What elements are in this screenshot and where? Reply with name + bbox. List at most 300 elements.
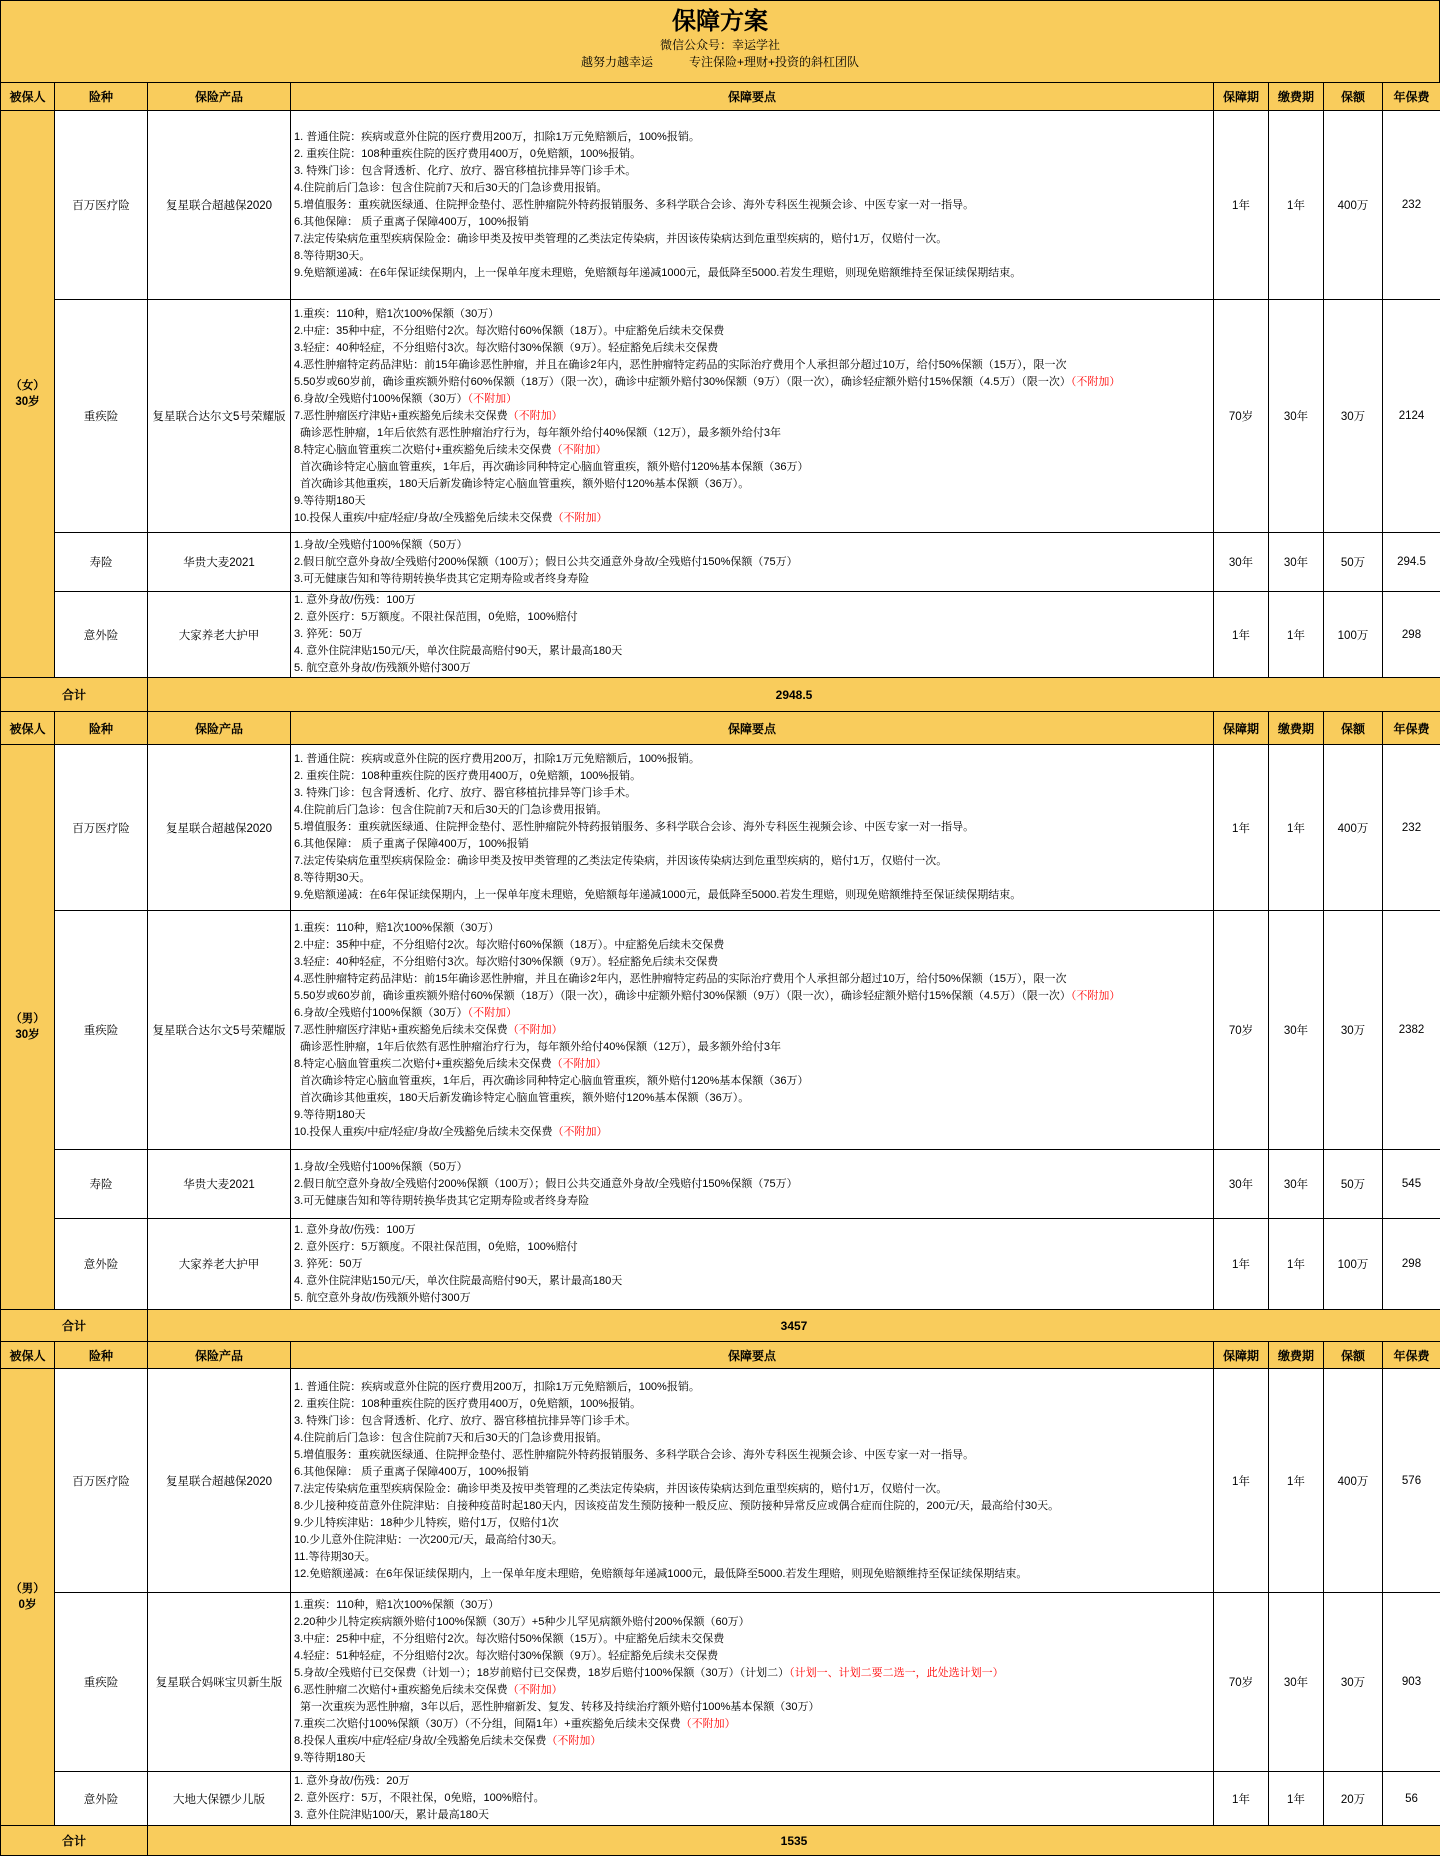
coverage-point-text: 5.增值服务：重疾就医绿通、住院押金垫付、恶性肿瘤院外特药报销服务、多科学联合会诊、海外专科医生视频会诊、中医专家一对一指导。 <box>294 1448 975 1461</box>
exclusion-note: （不附加） <box>1070 989 1121 1002</box>
coverage-point-line <box>294 1379 1210 1396</box>
annual-premium-cell: 545 <box>1383 1150 1440 1219</box>
coverage-point-text: 6.其他保障： 质子重离子保障400万，100%报销 <box>294 1465 529 1478</box>
coverage-point-line <box>294 323 1210 340</box>
section-header-row <box>1 712 1440 745</box>
coverage-point-text: 6.身故/全残赔付100%保额（30万） <box>294 1006 468 1019</box>
tagline <box>1 54 1439 71</box>
coverage-point-line <box>294 853 1210 870</box>
coverage-point-line <box>294 1073 1210 1090</box>
payment-term-cell: 30年 <box>1269 911 1324 1150</box>
coverage-point-line <box>294 1239 1210 1256</box>
coverage-point-text: 10.投保人重疾/中症/轻症/身故/全残豁免后续未交保费 <box>294 1125 553 1138</box>
product-name-cell: 大家养老大护甲 <box>148 592 291 678</box>
exclusion-note: （不附加） <box>552 1125 608 1138</box>
coverage-points-cell <box>291 111 1214 300</box>
coverage-point-text: 9.等待期180天 <box>294 1752 366 1764</box>
product-name-cell: 复星联合超越保2020 <box>148 111 291 300</box>
coverage-point-line <box>294 626 1210 643</box>
annual-premium-cell: 298 <box>1383 592 1440 678</box>
coverage-point-text: 9.等待期180天 <box>294 494 366 507</box>
exclusion-note: （不附加） <box>551 443 607 456</box>
coverage-point-line <box>294 1447 1210 1464</box>
payment-term-cell: 1年 <box>1269 1219 1324 1310</box>
total-row <box>1 678 1440 712</box>
annual-premium-cell: 576 <box>1383 1369 1440 1593</box>
coverage-point-line <box>294 306 1210 323</box>
annual-premium-cell: 2382 <box>1383 911 1440 1150</box>
coverage-point-text: 3. 特殊门诊：包含肾透析、化疗、放疗、器官移植抗排异等门诊手术。 <box>294 787 637 799</box>
coverage-point-text: 2. 意外医疗：5万，不限社保，0免赔，100%赔付。 <box>294 1792 545 1804</box>
coverage-points-cell <box>291 1219 1214 1310</box>
column-header-premium: 年保费 <box>1383 83 1440 111</box>
coverage-point-line <box>294 1750 1210 1767</box>
coverage-point-text: 第一次重疾为恶性肿瘤，3年以后，恶性肿瘤新发、复发、转移及持续治疗额外赔付100%基本保额（30万） <box>300 1701 820 1713</box>
annual-premium-cell: 2124 <box>1383 300 1440 533</box>
exclusion-note: （不附加） <box>546 1735 602 1747</box>
payment-term-cell: 1年 <box>1269 111 1324 300</box>
coverage-point-text: 首次确诊其他重疾，180天后新发确诊特定心脑血管重疾，额外赔付120%基本保额（36万）。 <box>300 1091 750 1104</box>
coverage-points-cell <box>291 300 1214 533</box>
plan-row <box>1 1219 1440 1310</box>
coverage-point-text: 8.等待期30天。 <box>294 249 371 262</box>
coverage-term-cell: 70岁 <box>1214 300 1269 533</box>
coverage-point-line <box>294 374 1210 391</box>
product-name-cell: 复星联合超越保2020 <box>148 745 291 911</box>
exclusion-note: （计划一、计划二要二选一，此处选计划一） <box>789 1667 1004 1679</box>
coverage-point-text: 4.住院前后门急诊：包含住院前7天和后30天的门急诊费用报销。 <box>294 1431 608 1444</box>
exclusion-note: （不附加） <box>507 1023 563 1036</box>
exclusion-note: （不附加） <box>552 511 608 524</box>
coverage-point-line <box>294 1005 1210 1022</box>
coverage-point-text: 首次确诊特定心脑血管重疾，1年后，再次确诊同种特定心脑血管重疾，额外赔付120%基本保额（36万） <box>300 1074 809 1087</box>
coverage-point-text: 4.住院前后门急诊：包含住院前7天和后30天的门急诊费用报销。 <box>294 181 608 194</box>
coverage-point-text: 9.少儿特疾津贴：18种少儿特疾，赔付1万，仅赔付1次 <box>294 1516 559 1529</box>
sum-insured-cell: 30万 <box>1324 911 1383 1150</box>
sum-insured-cell: 400万 <box>1324 745 1383 911</box>
exclusion-note: （不附加） <box>507 409 563 422</box>
coverage-point-text: 首次确诊特定心脑血管重疾，1年后，再次确诊同种特定心脑血管重疾，额外赔付120%基本保额（36万） <box>300 460 809 473</box>
coverage-point-text: 7.法定传染病危重型疾病保险金：确诊甲类及按甲类管理的乙类法定传染病，并因该传染病达到危重型疾病的，赔付1万，仅赔付一次。 <box>294 232 948 245</box>
coverage-point-line <box>294 408 1210 425</box>
coverage-point-line <box>294 1430 1210 1447</box>
coverage-point-text: 1. 普通住院：疾病或意外住院的医疗费用200万，扣除1万元免赔额后，100%报销。 <box>294 753 700 765</box>
coverage-point-line <box>294 971 1210 988</box>
coverage-point-line <box>294 1566 1210 1583</box>
coverage-points-cell <box>291 745 1214 911</box>
coverage-point-line <box>294 1498 1210 1515</box>
coverage-point-text: 3. 意外住院津贴100/天，累计最高180天 <box>294 1809 489 1821</box>
coverage-point-line <box>294 1193 1210 1210</box>
coverage-point-text: 3. 特殊门诊：包含肾透析、化疗、放疗、器官移植抗排异等门诊手术。 <box>294 164 637 177</box>
coverage-point-line <box>294 768 1210 785</box>
column-header-insured: 被保人 <box>1 83 55 111</box>
coverage-points-cell <box>291 1772 1214 1826</box>
plan-row <box>1 300 1440 533</box>
coverage-point-text: 1.重疾：110种，赔1次100%保额（30万） <box>294 307 500 320</box>
coverage-point-line <box>294 163 1210 180</box>
plan-table <box>0 82 1440 1856</box>
coverage-term-cell: 70岁 <box>1214 911 1269 1150</box>
coverage-point-line <box>294 1413 1210 1430</box>
sum-insured-cell: 100万 <box>1324 592 1383 678</box>
insurance-type-cell: 意外险 <box>55 592 148 678</box>
coverage-point-text: 3.轻症：40种轻症，不分组赔付3次。每次赔付30%保额（9万）。轻症豁免后续未交保费 <box>294 341 719 354</box>
coverage-point-text: 8.少儿接种疫苗意外住院津贴：自接种疫苗时起180天内，因该疫苗发生预防接种一般反应、预防接种异常反应或偶合症而住院的，200元/天，最高给付30天。 <box>294 1499 1060 1512</box>
coverage-point-text: 2.20种少儿特定疾病额外赔付100%保额（30万）+5种少儿罕见病额外赔付200%保额（60万） <box>294 1616 750 1628</box>
coverage-point-line <box>294 887 1210 904</box>
coverage-point-line <box>294 571 1210 588</box>
coverage-point-line <box>294 836 1210 853</box>
coverage-point-line <box>294 442 1210 459</box>
plan-table-body <box>1 83 1440 1856</box>
coverage-point-text: 4. 意外住院津贴150元/天，单次住院最高赔付90天，累计最高180天 <box>294 645 623 657</box>
column-header-term: 保障期 <box>1214 83 1269 111</box>
coverage-point-text: 5.增值服务：重疾就医绿通、住院押金垫付、恶性肿瘤院外特药报销服务、多科学联合会诊、海外专科医生视频会诊、中医专家一对一指导。 <box>294 821 975 833</box>
coverage-point-text: 9.免赔额递减：在6年保证续保期内，上一保单年度未理赔，免赔额每年递减1000元，最低降至5000.若发生理赔，则现免赔额维持至保证续保期结束。 <box>294 889 1022 901</box>
exclusion-note: （不附加） <box>467 1006 518 1019</box>
annual-premium-cell: 232 <box>1383 745 1440 911</box>
coverage-term-cell: 1年 <box>1214 592 1269 678</box>
coverage-point-text: 7.恶性肿瘤医疗津贴+重疾豁免后续未交保费 <box>294 1023 508 1036</box>
coverage-point-text: 3.中症：25种中症，不分组赔付2次。每次赔付50%保额（15万）。中症豁免后续未交保费 <box>294 1633 725 1645</box>
insurance-type-cell: 百万医疗险 <box>55 745 148 911</box>
coverage-point-text: 1. 意外身故/伤残：20万 <box>294 1775 410 1787</box>
coverage-point-line <box>294 819 1210 836</box>
plan-row <box>1 1593 1440 1772</box>
insurance-type-cell: 重疾险 <box>55 300 148 533</box>
insured-cell <box>1 745 55 1310</box>
plan-row <box>1 111 1440 300</box>
coverage-point-line <box>294 180 1210 197</box>
coverage-point-text: 3. 猝死：50万 <box>294 1257 363 1270</box>
coverage-point-line <box>294 146 1210 163</box>
column-header-amount: 保额 <box>1324 83 1383 111</box>
coverage-point-line <box>294 785 1210 802</box>
coverage-point-line <box>294 937 1210 954</box>
coverage-point-text: 6.身故/全残赔付100%保额（30万） <box>294 392 468 405</box>
plan-row <box>1 1150 1440 1219</box>
column-header-type: 险种 <box>55 83 148 111</box>
coverage-point-text: 5.增值服务：重疾就医绿通、住院押金垫付、恶性肿瘤院外特药报销服务、多科学联合会诊、海外专科医生视频会诊、中医专家一对一指导。 <box>294 198 975 211</box>
coverage-point-text: 4. 意外住院津贴150元/天，单次住院最高赔付90天，累计最高180天 <box>294 1274 623 1287</box>
total-premium: 2948.5 <box>148 678 1440 712</box>
coverage-point-line <box>294 129 1210 146</box>
coverage-point-text: 5.50岁或60岁前，确诊重疾额外赔付60%保额（18万）（限一次），确诊中症额外赔付30%保额（9万）（限一次），确诊轻症额外赔付15%保额（4.5万）（限一次） <box>294 375 1071 388</box>
coverage-point-line <box>294 1682 1210 1699</box>
coverage-point-text: 7.重疾二次赔付100%保额（30万）（不分组，间隔1年）+重疾豁免后续未交保费 <box>294 1718 681 1730</box>
coverage-term-cell: 1年 <box>1214 1772 1269 1826</box>
sum-insured-cell: 30万 <box>1324 1593 1383 1772</box>
coverage-point-text: 11.等待期30天。 <box>294 1550 376 1563</box>
coverage-point-line <box>294 1176 1210 1193</box>
payment-term-cell: 1年 <box>1269 1772 1324 1826</box>
total-premium: 3457 <box>148 1310 1440 1342</box>
sum-insured-cell: 20万 <box>1324 1772 1383 1826</box>
coverage-point-line <box>294 1631 1210 1648</box>
slogan: 越努力越幸运 <box>580 55 653 69</box>
coverage-point-line <box>294 1733 1210 1750</box>
coverage-point-text: 8.特定心脑血管重疾二次赔付+重疾豁免后续未交保费 <box>294 1057 552 1070</box>
column-header-term: 保障期 <box>1214 712 1269 745</box>
product-name-cell: 复星联合达尔文5号荣耀版 <box>148 300 291 533</box>
coverage-point-text: 1.身故/全残赔付100%保额（50万） <box>294 538 468 551</box>
insured-gender: （男） <box>10 1013 45 1025</box>
total-row <box>1 1310 1440 1342</box>
coverage-point-text: 5.身故/全残赔付已交保费（计划一）；18岁前赔付已交保费，18岁后赔付100%保额（30万）（计划二） <box>294 1667 790 1679</box>
coverage-point-text: 5. 航空意外身故/伤残额外赔付300万 <box>294 1291 471 1304</box>
coverage-point-line <box>294 660 1210 677</box>
coverage-point-line <box>294 751 1210 768</box>
coverage-point-line <box>294 1222 1210 1239</box>
coverage-point-text: 2. 意外医疗：5万额度。不限社保范围，0免赔，100%赔付 <box>294 611 578 623</box>
coverage-point-text: 8.投保人重疾/中症/轻症/身故/全残豁免后续未交保费 <box>294 1735 547 1747</box>
plan-row <box>1 533 1440 592</box>
column-header-insured: 被保人 <box>1 712 55 745</box>
coverage-point-text: 1.重疾：110种，赔1次100%保额（30万） <box>294 1599 500 1611</box>
coverage-point-text: 4.恶性肿瘤特定药品津贴：前15年确诊恶性肿瘤，并且在确诊2年内，恶性肿瘤特定药品的实际治疗费用个人承担部分超过10万，给付50%保额（15万），限一次 <box>294 358 1067 371</box>
coverage-point-line <box>294 459 1210 476</box>
coverage-term-cell: 1年 <box>1214 1369 1269 1593</box>
coverage-term-cell: 1年 <box>1214 111 1269 300</box>
coverage-point-text: 1. 普通住院：疾病或意外住院的医疗费用200万，扣除1万元免赔额后，100%报销。 <box>294 130 700 143</box>
plan-row <box>1 592 1440 678</box>
coverage-point-text: 3.可无健康告知和等待期转换华贵其它定期寿险或者终身寿险 <box>294 572 590 585</box>
column-header-insured: 被保人 <box>1 1342 55 1369</box>
coverage-point-line <box>294 592 1210 609</box>
coverage-point-line <box>294 802 1210 819</box>
coverage-point-text: 2.假日航空意外身故/全残赔付200%保额（100万）；假日公共交通意外身故/全残赔付150%保额（75万） <box>294 1177 798 1190</box>
coverage-point-text: 首次确诊其他重疾，180天后新发确诊特定心脑血管重疾，额外赔付120%基本保额（36万）。 <box>300 477 750 490</box>
page-title: 保障方案 <box>672 8 768 35</box>
section-header-row <box>1 1342 1440 1369</box>
annual-premium-cell: 56 <box>1383 1772 1440 1826</box>
coverage-point-line <box>294 537 1210 554</box>
coverage-point-line <box>294 1716 1210 1733</box>
coverage-point-line <box>294 391 1210 408</box>
coverage-point-text: 6.其他保障： 质子重离子保障400万，100%报销 <box>294 838 529 850</box>
product-name-cell: 大地大保镖少儿版 <box>148 1772 291 1826</box>
coverage-point-text: 1. 普通住院：疾病或意外住院的医疗费用200万，扣除1万元免赔额后，100%报销。 <box>294 1380 700 1393</box>
coverage-point-line <box>294 1107 1210 1124</box>
annual-premium-cell: 294.5 <box>1383 533 1440 592</box>
coverage-point-text: 1.重疾：110种，赔1次100%保额（30万） <box>294 921 500 934</box>
insurance-type-cell: 意外险 <box>55 1772 148 1826</box>
coverage-point-line <box>294 1273 1210 1290</box>
coverage-point-text: 确诊恶性肿瘤，1年后依然有恶性肿瘤治疗行为，每年额外给付40%保额（12万），最多额外给付3年 <box>300 1040 781 1053</box>
coverage-points-cell <box>291 1593 1214 1772</box>
sum-insured-cell: 30万 <box>1324 300 1383 533</box>
coverage-point-text: 2. 重疾住院：108种重疾住院的医疗费用400万，0免赔额，100%报销。 <box>294 147 642 160</box>
sum-insured-cell: 400万 <box>1324 1369 1383 1593</box>
payment-term-cell: 30年 <box>1269 1150 1324 1219</box>
coverage-point-text: 6.其他保障： 质子重离子保障400万，100%报销 <box>294 215 529 228</box>
coverage-point-line <box>294 1515 1210 1532</box>
coverage-point-line <box>294 197 1210 214</box>
product-name-cell: 复星联合超越保2020 <box>148 1369 291 1593</box>
coverage-point-line <box>294 1039 1210 1056</box>
coverage-point-text: 3. 特殊门诊：包含肾透析、化疗、放疗、器官移植抗排异等门诊手术。 <box>294 1414 637 1427</box>
sum-insured-cell: 50万 <box>1324 1150 1383 1219</box>
coverage-point-text: 2.假日航空意外身故/全残赔付200%保额（100万）；假日公共交通意外身故/全残赔付150%保额（75万） <box>294 555 798 568</box>
sum-insured-cell: 400万 <box>1324 111 1383 300</box>
coverage-point-line <box>294 340 1210 357</box>
column-header-points: 保障要点 <box>291 83 1214 111</box>
annual-premium-cell: 298 <box>1383 1219 1440 1310</box>
title-banner <box>0 0 1440 82</box>
coverage-point-line <box>294 476 1210 493</box>
exclusion-note: （不附加） <box>507 1684 563 1696</box>
coverage-point-line <box>294 493 1210 510</box>
coverage-point-text: 8.特定心脑血管重疾二次赔付+重疾豁免后续未交保费 <box>294 443 552 456</box>
insured-age: 30岁 <box>15 1029 40 1041</box>
coverage-point-text: 10.少儿意外住院津贴：一次200元/天，最高给付30天。 <box>294 1533 563 1546</box>
insurance-type-cell: 意外险 <box>55 1219 148 1310</box>
coverage-point-text: 7.法定传染病危重型疾病保险金：确诊甲类及按甲类管理的乙类法定传染病，并因该传染病达到危重型疾病的，赔付1万，仅赔付一次。 <box>294 1482 948 1495</box>
column-header-amount: 保额 <box>1324 1342 1383 1369</box>
column-header-amount: 保额 <box>1324 712 1383 745</box>
coverage-point-line <box>294 1022 1210 1039</box>
payment-term-cell: 30年 <box>1269 533 1324 592</box>
coverage-point-text: 8.等待期30天。 <box>294 872 371 884</box>
wechat-account: 微信公众号：幸运学社 <box>659 38 780 52</box>
insured-cell <box>1 1369 55 1826</box>
column-header-term: 保障期 <box>1214 1342 1269 1369</box>
coverage-point-text: 3.可无健康告知和等待期转换华贵其它定期寿险或者终身寿险 <box>294 1194 590 1207</box>
coverage-point-line <box>294 231 1210 248</box>
coverage-point-line <box>294 1597 1210 1614</box>
insured-gender: （男） <box>10 1583 45 1595</box>
total-label: 合计 <box>1 678 148 712</box>
column-header-type: 险种 <box>55 712 148 745</box>
coverage-point-text: 4.恶性肿瘤特定药品津贴：前15年确诊恶性肿瘤，并且在确诊2年内，恶性肿瘤特定药品的实际治疗费用个人承担部分超过10万，给付50%保额（15万），限一次 <box>294 972 1067 985</box>
coverage-point-line <box>294 1090 1210 1107</box>
insurance-type-cell: 重疾险 <box>55 911 148 1150</box>
payment-term-cell: 1年 <box>1269 1369 1324 1593</box>
coverage-point-text: 9.等待期180天 <box>294 1108 366 1121</box>
plan-row <box>1 911 1440 1150</box>
coverage-point-text: 6.恶性肿瘤二次赔付+重疾豁免后续未交保费 <box>294 1684 508 1696</box>
total-label: 合计 <box>1 1826 148 1856</box>
coverage-point-text: 10.投保人重疾/中症/轻症/身故/全残豁免后续未交保费 <box>294 511 553 524</box>
payment-term-cell: 30年 <box>1269 1593 1324 1772</box>
column-header-product: 保险产品 <box>148 83 291 111</box>
coverage-point-line <box>294 870 1210 887</box>
coverage-point-line <box>294 920 1210 937</box>
coverage-point-line <box>294 1773 1210 1790</box>
column-header-premium: 年保费 <box>1383 1342 1440 1369</box>
exclusion-note: （不附加） <box>680 1718 736 1730</box>
coverage-point-line <box>294 1665 1210 1682</box>
total-premium: 1535 <box>148 1826 1440 1856</box>
coverage-points-cell <box>291 533 1214 592</box>
coverage-point-line <box>294 954 1210 971</box>
coverage-point-line <box>294 1807 1210 1824</box>
product-name-cell: 华贵大麦2021 <box>148 1150 291 1219</box>
insurance-type-cell: 重疾险 <box>55 1593 148 1772</box>
coverage-point-text: 1.身故/全残赔付100%保额（50万） <box>294 1160 468 1173</box>
insured-age: 0岁 <box>18 1599 37 1611</box>
coverage-point-line <box>294 1614 1210 1631</box>
coverage-point-line <box>294 425 1210 442</box>
coverage-point-line <box>294 1159 1210 1176</box>
coverage-point-text: 1. 意外身故/伤残：100万 <box>294 594 416 606</box>
column-header-type: 险种 <box>55 1342 148 1369</box>
coverage-point-text: 4.轻症：51种轻症，不分组赔付2次。每次赔付30%保额（9万）。轻症豁免后续未交保费 <box>294 1650 719 1662</box>
product-name-cell: 复星联合妈咪宝贝新生版 <box>148 1593 291 1772</box>
coverage-point-line <box>294 248 1210 265</box>
coverage-point-line <box>294 1532 1210 1549</box>
annual-premium-cell: 232 <box>1383 111 1440 300</box>
coverage-point-text: 2. 重疾住院：108种重疾住院的医疗费用400万，0免赔额，100%报销。 <box>294 770 642 782</box>
product-name-cell: 复星联合达尔文5号荣耀版 <box>148 911 291 1150</box>
coverage-point-text: 7.恶性肿瘤医疗津贴+重疾豁免后续未交保费 <box>294 409 508 422</box>
coverage-term-cell: 30年 <box>1214 533 1269 592</box>
coverage-point-text: 2. 重疾住院：108种重疾住院的医疗费用400万，0免赔额，100%报销。 <box>294 1397 642 1410</box>
insurance-type-cell: 百万医疗险 <box>55 1369 148 1593</box>
coverage-point-line <box>294 1549 1210 1566</box>
coverage-point-line <box>294 1290 1210 1307</box>
plan-row <box>1 1772 1440 1826</box>
coverage-term-cell: 30年 <box>1214 1150 1269 1219</box>
coverage-term-cell: 1年 <box>1214 1219 1269 1310</box>
payment-term-cell: 1年 <box>1269 592 1324 678</box>
coverage-point-line <box>294 1056 1210 1073</box>
coverage-point-line <box>294 609 1210 626</box>
team-focus: 专注保险+理财+投资的斜杠团队 <box>688 55 860 69</box>
exclusion-note: （不附加） <box>1070 375 1121 388</box>
coverage-point-line <box>294 265 1210 282</box>
annual-premium-cell: 903 <box>1383 1593 1440 1772</box>
coverage-point-text: 3. 猝死：50万 <box>294 628 363 640</box>
column-header-pay_term: 缴费期 <box>1269 712 1324 745</box>
sum-insured-cell: 50万 <box>1324 533 1383 592</box>
coverage-point-line <box>294 1256 1210 1273</box>
plan-row <box>1 745 1440 911</box>
coverage-points-cell <box>291 911 1214 1150</box>
coverage-point-text: 确诊恶性肿瘤，1年后依然有恶性肿瘤治疗行为，每年额外给付40%保额（12万），最多额外给付3年 <box>300 426 781 439</box>
coverage-term-cell: 1年 <box>1214 745 1269 911</box>
insured-cell <box>1 111 55 678</box>
coverage-point-text: 1. 意外身故/伤残：100万 <box>294 1223 416 1236</box>
coverage-point-line <box>294 1790 1210 1807</box>
coverage-point-text: 2.中症：35种中症，不分组赔付2次。每次赔付60%保额（18万）。中症豁免后续未交保费 <box>294 938 725 951</box>
coverage-point-text: 7.法定传染病危重型疾病保险金：确诊甲类及按甲类管理的乙类法定传染病，并因该传染病达到危重型疾病的，赔付1万，仅赔付一次。 <box>294 855 948 867</box>
coverage-point-text: 12.免赔额递减：在6年保证续保期内，上一保单年度未理赔，免赔额每年递减1000元，最低降至5000.若发生理赔，则现免赔额维持至保证续保期结束。 <box>294 1567 1028 1580</box>
coverage-term-cell: 70岁 <box>1214 1593 1269 1772</box>
sum-insured-cell: 100万 <box>1324 1219 1383 1310</box>
column-header-points: 保障要点 <box>291 712 1214 745</box>
insurance-type-cell: 寿险 <box>55 533 148 592</box>
coverage-point-text: 4.住院前后门急诊：包含住院前7天和后30天的门急诊费用报销。 <box>294 804 608 816</box>
column-header-product: 保险产品 <box>148 712 291 745</box>
coverage-point-text: 9.免赔额递减：在6年保证续保期内，上一保单年度未理赔，免赔额每年递减1000元，最低降至5000.若发生理赔，则现免赔额维持至保证续保期结束。 <box>294 266 1022 279</box>
coverage-point-line <box>294 214 1210 231</box>
coverage-point-text: 5. 航空意外身故/伤残额外赔付300万 <box>294 662 471 674</box>
insurance-type-cell: 百万医疗险 <box>55 111 148 300</box>
coverage-point-text: 5.50岁或60岁前，确诊重疾额外赔付60%保额（18万）（限一次），确诊中症额外赔付30%保额（9万）（限一次），确诊轻症额外赔付15%保额（4.5万）（限一次） <box>294 989 1071 1002</box>
payment-term-cell: 1年 <box>1269 745 1324 911</box>
coverage-point-line <box>294 357 1210 374</box>
plan-row <box>1 1369 1440 1593</box>
coverage-point-line <box>294 1648 1210 1665</box>
exclusion-note: （不附加） <box>467 392 518 405</box>
column-header-points: 保障要点 <box>291 1342 1214 1369</box>
coverage-point-line <box>294 643 1210 660</box>
total-label: 合计 <box>1 1310 148 1342</box>
insured-age: 30岁 <box>15 396 40 408</box>
coverage-point-line <box>294 988 1210 1005</box>
